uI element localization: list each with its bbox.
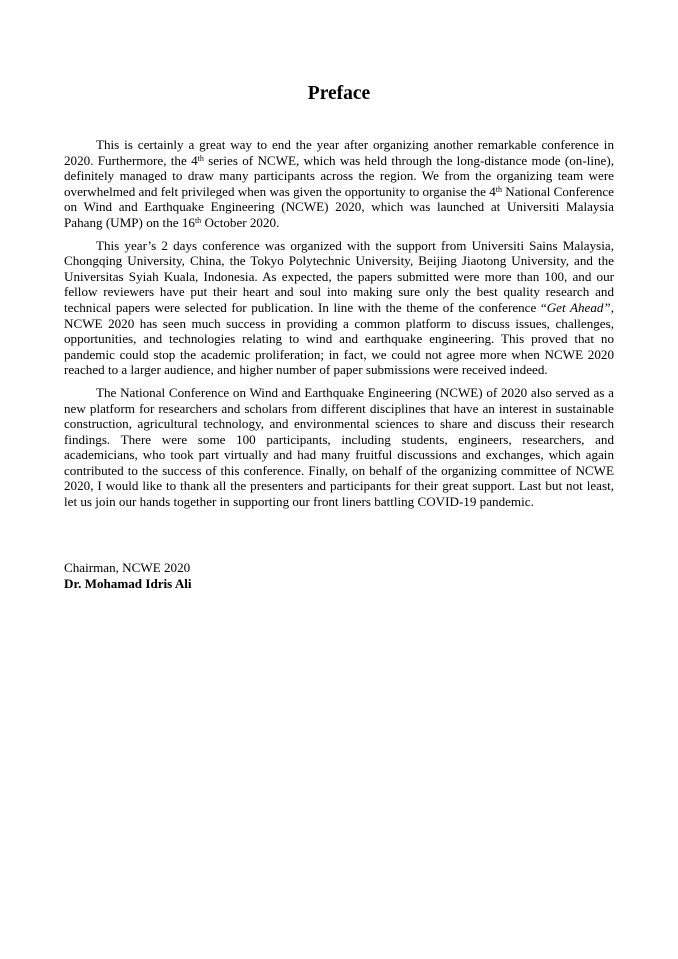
paragraph-3 bbox=[64, 385, 614, 510]
document-page bbox=[64, 0, 614, 959]
signature-block bbox=[64, 560, 614, 592]
paragraph-text: series of NCWE, which was held through the long-distance mode (on-line), definitely managed to draw many participants across the region. We from the organizing team were overwhelmed and felt privileged when was given the opportunity to organise the 4 bbox=[64, 152, 614, 199]
paragraph-text: October 2020. bbox=[201, 214, 280, 230]
conference-theme: Get Ahead” bbox=[546, 299, 611, 315]
ordinal-suffix: th bbox=[197, 153, 204, 163]
paragraph-1 bbox=[64, 137, 614, 231]
paragraph-text: This is certainly a great way to end the year after organizing another remarkable conference in 2020. Furthermore, the 4 bbox=[64, 137, 614, 168]
preface-body bbox=[64, 137, 614, 517]
paragraph-text: , NCWE 2020 has seen much success in providing a common platform to discuss issues, challenges, opportunities, and technologies relating to wind and earthquake engineering. This proved that no pandemic could stop the academic proliferation; in fact, we could not agree more when NCWE 2020 reached to a larger audience, and higher number of paper submissions were received indeed. bbox=[64, 299, 614, 378]
page-title: Preface bbox=[307, 83, 371, 104]
ordinal-suffix: th bbox=[194, 215, 202, 225]
paragraph-2 bbox=[64, 238, 614, 378]
signature-name: Dr. Mohamad Idris Ali bbox=[64, 576, 192, 591]
paragraph-text: This year’s 2 days conference was organized with the support from Universiti Sains Malaysia, Chongqing University, China, the Tokyo Polytechnic University, Beijing Jiaotong University, and the Universitas Syiah Kuala, Indonesia. As expected, the papers submitted were more than 100, and our fellow reviewers have put their heart and soul into making sure only the best quality research and technical papers were selected for publication. In line with the theme of the conference “ bbox=[64, 237, 614, 315]
paragraph-text: The National Conference on Wind and Earthquake Engineering (NCWE) of 2020 also served as a new platform for researchers and scholars from different disciplines that have an interest in sustainable construction, agricultural technology, and environmental sciences to share and discuss their research findings. There were some 100 participants, including students, engineers, researchers, and academicians, who took part virtually and had many fruitful discussions and exchanges, which again contributed to the success of this conference. Finally, on behalf of the organizing committee of NCWE 2020, I would like to thank all the presenters and participants for their great support. Last but not least, let us join our hands together in supporting our front liners battling COVID-19 pandemic. bbox=[64, 384, 614, 510]
ordinal-suffix: th bbox=[495, 184, 503, 194]
signature-role: Chairman, NCWE 2020 bbox=[64, 560, 191, 575]
paragraph-text: National Conference on Wind and Earthquake Engineering (NCWE) 2020, which was launched at Universiti Malaysia Pahang (UMP) on the 16 bbox=[64, 183, 614, 230]
